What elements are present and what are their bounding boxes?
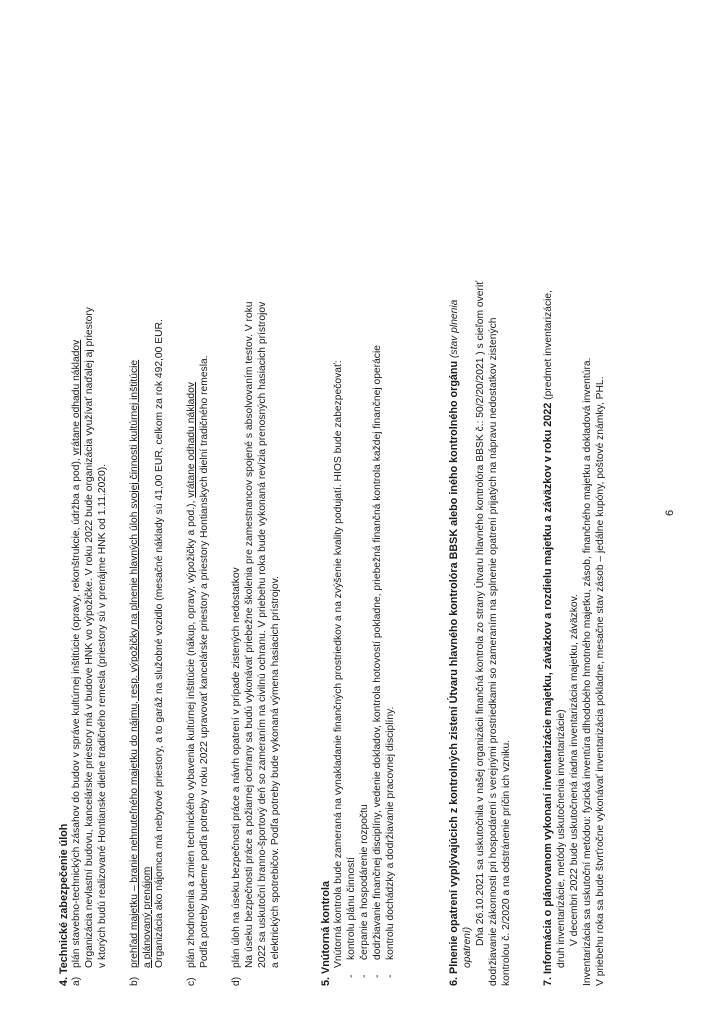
dash-marker: - (384, 974, 396, 978)
item-a-title-text: plán stavebno-technických zásahov do budov v správe kultúrnej inštitúcie (opravy, rekonštrukcie, údržba a pod), (70, 458, 82, 968)
item-c-title-underlined: vrátane odhadu nákladov (186, 382, 198, 498)
item-d-title: plán úloh na úseku bezpečnosti práce a návrh opatrení v prípade zistených nedostatkov (231, 567, 243, 968)
dash-marker: - (358, 974, 370, 978)
item-d (231, 46, 283, 986)
item-d-marker: d) (231, 976, 243, 986)
rotated-content (58, 46, 698, 986)
section-5-intro: Vnútorná kontrola bude zameraná na vynakladanie finančných prostriedkov a na zvýšenie kvality podujatí. HIOS bude zabezpečovať: (332, 360, 344, 968)
section-6-heading-note-cont (462, 46, 475, 986)
item-d-line: a elektrických spotrebičov. Podľa potreby bude vykonaná výmena hasiacich prístrojov. (269, 576, 281, 968)
section-6-heading-line (448, 46, 462, 986)
item-d-line: Na úseku bezpečnosti práce a požiarnej ochrany sa budú vykonávať priebežne školenia pre zamestnancov spojené s absolvovaním testov. V roku (244, 301, 256, 968)
list-item-text: kontrolu plánu činností (345, 856, 357, 960)
item-c-title-text: plán zhodnotenia a zmien technického vybavenia kultúrnej inštitúcie (nákup, opravy, výpožičky a pod.), (186, 500, 198, 968)
item-a-title (71, 46, 84, 968)
item-b-title-cont: a plánovaný prenájom (141, 866, 153, 968)
section-6-line: dodržiavanie zákonnosti pri hospodárení s verejnými prostriedkami so zameraním na splnenie opatrení prijatých na nápravu nedostatkov zistených (487, 317, 499, 986)
list-item-text: dodržiavanie finančnej disciplíny, vedenie dokladov, kontrola hotovostí pokladne, priebežná finančná kontrola každej finančnej operácie (371, 345, 383, 960)
list-item (359, 46, 372, 986)
section-5-heading: 5. Vnútorná kontrola (320, 881, 332, 986)
section-7-heading-line (542, 46, 556, 986)
item-a-line: Organizácia nevlastní budovu, kancelárske priestory má v budove HNK vo výpožičke. V roku 2022 bude organizácia využívať naďalej aj priestory (83, 307, 95, 968)
section-7-heading-note: (predmet inventarizácie, (543, 289, 554, 400)
section-6-heading-note2: opatrení) (461, 926, 473, 968)
item-b-line: Organizácia ako nájomca má nebytové priestory, a to garáž na služobné vozidlo (mesačné náklady sú 41,00 EUR, celkom za rok 492,00 EUR. (154, 319, 166, 968)
section-inventory (542, 46, 608, 986)
section-7-line: V decembri 2022 bude uskutočnená riadna inventarizácia majetku, záväzkov. (568, 594, 580, 946)
item-c (186, 46, 212, 986)
item-b (129, 46, 168, 986)
item-a-title-underlined: vrátane odhadu nákladov (70, 339, 82, 456)
section-control-measures (448, 46, 514, 986)
item-a-line: v ktorých budú realizované Hontianske dielne tradičného remesla (priestory sú v prenájme HNK od 1.11.2020). (96, 463, 108, 968)
item-b-title: prehľad majetku – branie nehnuteľného majetku do nájmu, resp. výpožičky na plnenie hlavných úloh svojej činnosti kultúrnej inštitúcie (128, 359, 140, 968)
section-technical (58, 46, 283, 986)
section-6-line: Dňa 26.10.2021 sa uskutočnila v našej organizácii finančná kontrola zo strany Útvaru hlavného kontrolóra BBSK č.: 50/2/20/2021 ) s cieľom overiť (474, 280, 486, 946)
item-c-line: Podľa potreby budeme podľa potreby v roku 2022 upravovať kancelárske priestory a priestory Hontianskych dielní tradičného remesla. (199, 355, 211, 968)
dash-marker: - (371, 974, 383, 978)
item-c-title (186, 46, 199, 968)
section-6-line: kontrolou č. 2/2020 a na odstránenie príčin ich vzniku. (500, 739, 512, 986)
section-internal-control (320, 46, 397, 986)
list-item (346, 46, 359, 986)
section-6-heading: 6. Plnenie opatrení vyplývajúcich z kontrolných zistení Útvaru hlavného kontrolóra BBSK alebo iného kontrolného orgánu (448, 360, 460, 986)
item-a (71, 46, 110, 986)
item-d-line: 2022 sa uskutoční branno-športový deň so zameraním na civilnú ochranu. V priebehu roka bude vykonaná revízia prenosných hasiacich prístrojov (256, 301, 268, 968)
section-6-heading-note: (stav plnenia (449, 299, 460, 358)
section-7-line: Inventarizácia sa uskutoční metódou: fyzická inventúra dlhodobého hmotného majetku, zásob, finančného majetku a dokladová inventúra. (581, 357, 593, 986)
item-a-marker: a) (70, 976, 82, 986)
section-7-line: V priebehu roka sa bude štvrťročne vykonávať inventarizácia pokladne, mesačne stav zásob – jedálne kupóny, poštové známky, PHL. (594, 376, 606, 986)
page-number: 6 (664, 509, 676, 516)
list-item-text: kontrolu dochádzky a dodržiavanie pracovnej disciplíny. (384, 706, 396, 960)
item-b-marker: b) (128, 976, 140, 986)
section-4-heading: 4. Technické zabezpečenie úloh (58, 823, 70, 986)
list-item-text: čerpanie a hospodárenie rozpočtu (358, 804, 370, 960)
list-item (372, 46, 385, 986)
dash-marker: - (345, 974, 357, 978)
list-item (385, 46, 398, 986)
section-7-line: druh inventarizácie, metódy uskutočnenia inventarizácie) (555, 709, 567, 968)
section-7-heading: 7. Informácia o plánovanom vykonaní inventarizácie majetku, záväzkov a rozdielu majetku a záväzkov v roku 2022 (542, 402, 554, 986)
item-c-marker: c) (186, 977, 198, 986)
